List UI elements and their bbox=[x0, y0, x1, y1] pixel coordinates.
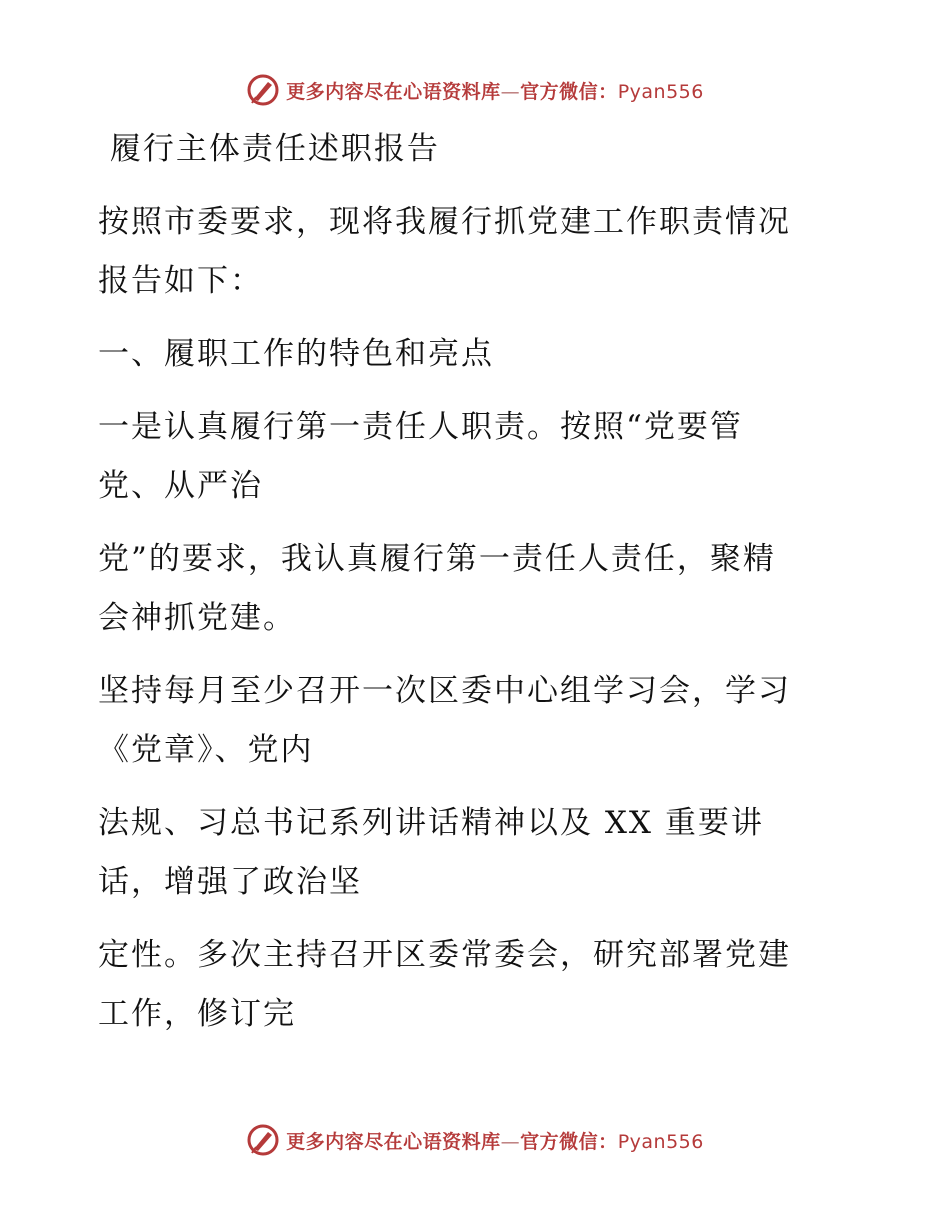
watermark-main-text: 更多内容尽在心语资料库 bbox=[286, 80, 501, 103]
paragraph-1: 一是认真履行第一责任人职责。按照“党要管 党、从严治 bbox=[98, 409, 743, 504]
paragraph-2: 党”的要求，我认真履行第一责任人责任，聚精 会神抓党建。 bbox=[98, 541, 776, 636]
watermark-dash: — bbox=[500, 80, 521, 103]
paragraph-intro: 按照市委要求，现将我履行抓党建工作职责情况 报告如下： bbox=[98, 204, 791, 299]
watermark-text bbox=[286, 77, 704, 104]
feather-pen-logo-icon bbox=[246, 73, 280, 107]
section-heading-1: 一、履职工作的特色和亮点 bbox=[98, 336, 494, 372]
header-watermark bbox=[0, 70, 950, 110]
paragraph-5: 定性。多次主持召开区委常委会，研究部署党建 工作，修订完 bbox=[98, 937, 791, 1032]
watermark-text bbox=[286, 1127, 704, 1154]
watermark-official-label: 官方微信： bbox=[520, 1130, 618, 1153]
watermark-wechat-id: Pyan556 bbox=[617, 1130, 704, 1153]
watermark-official-label: 官方微信： bbox=[520, 80, 618, 103]
watermark-dash: — bbox=[500, 1130, 521, 1153]
document-title: 履行主体责任述职报告 bbox=[98, 131, 440, 167]
feather-pen-logo-icon bbox=[246, 1123, 280, 1157]
paragraph-4: 法规、习总书记系列讲话精神以及 XX 重要讲 话，增强了政治坚 bbox=[98, 805, 764, 900]
document-body bbox=[98, 120, 838, 1044]
watermark-wechat-id: Pyan556 bbox=[617, 80, 704, 103]
watermark-main-text: 更多内容尽在心语资料库 bbox=[286, 1130, 501, 1153]
paragraph-3: 坚持每月至少召开一次区委中心组学习会，学习 《党章》、党内 bbox=[98, 673, 791, 768]
footer-watermark bbox=[0, 1120, 950, 1160]
